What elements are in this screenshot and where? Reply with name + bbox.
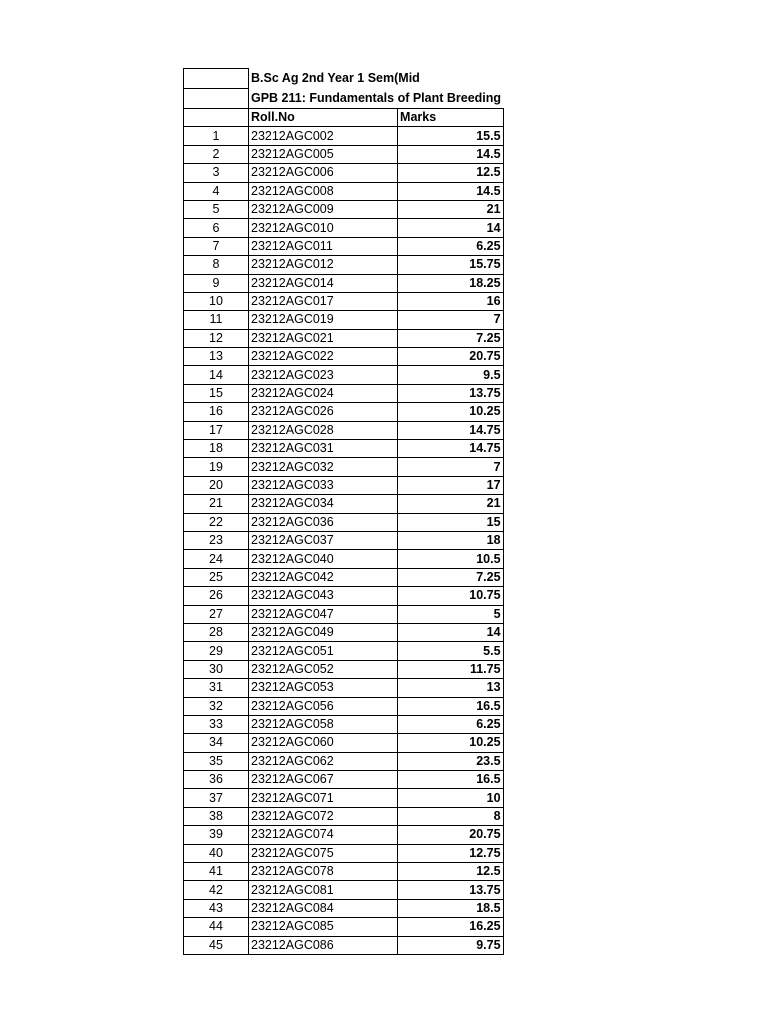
roll-number-cell[interactable]: 23212AGC040 [249,550,398,568]
serial-number-cell[interactable]: 30 [184,660,249,678]
table-row [184,219,504,237]
serial-number-cell[interactable]: 19 [184,458,249,476]
marks-cell[interactable]: 20.75 [398,348,504,366]
marks-cell[interactable]: 13 [398,679,504,697]
table-row [184,164,504,182]
serial-number-cell[interactable]: 7 [184,237,249,255]
roll-number-cell[interactable]: 23212AGC086 [249,936,398,954]
serial-number-cell[interactable]: 6 [184,219,249,237]
marks-cell[interactable]: 7.25 [398,568,504,586]
table-row [184,274,504,292]
marks-cell[interactable]: 9.75 [398,936,504,954]
serial-number-cell[interactable]: 28 [184,623,249,641]
table-row [184,476,504,494]
roll-number-cell[interactable]: 23212AGC005 [249,145,398,163]
title-row-1 [184,69,504,89]
marks-sheet [183,68,504,955]
serial-number-cell[interactable]: 16 [184,403,249,421]
roll-number-cell[interactable]: 23212AGC051 [249,642,398,660]
serial-header-cell[interactable] [184,109,249,127]
table-row [184,660,504,678]
marks-cell[interactable]: 14 [398,623,504,641]
marks-cell[interactable]: 13.75 [398,384,504,402]
serial-cell-blank[interactable] [184,69,249,89]
roll-number-cell[interactable]: 23212AGC022 [249,348,398,366]
table-row [184,623,504,641]
roll-number-cell[interactable]: 23212AGC058 [249,715,398,733]
serial-number-cell[interactable]: 10 [184,292,249,310]
table-row [184,568,504,586]
marks-table [183,68,504,955]
serial-number-cell[interactable]: 26 [184,587,249,605]
roll-number-cell[interactable]: 23212AGC014 [249,274,398,292]
marks-cell[interactable]: 15.75 [398,256,504,274]
serial-number-cell[interactable]: 24 [184,550,249,568]
marks-cell[interactable]: 14.5 [398,145,504,163]
marks-cell[interactable]: 15 [398,513,504,531]
roll-number-cell[interactable]: 23212AGC071 [249,789,398,807]
table-row [184,421,504,439]
serial-number-cell[interactable]: 36 [184,771,249,789]
marks-cell[interactable]: 9.5 [398,366,504,384]
table-row [184,734,504,752]
title-row-2 [184,89,504,109]
serial-number-cell[interactable]: 39 [184,826,249,844]
roll-number-cell[interactable]: 23212AGC021 [249,329,398,347]
table-row [184,458,504,476]
roll-number-cell[interactable]: 23212AGC026 [249,403,398,421]
roll-number-cell[interactable]: 23212AGC042 [249,568,398,586]
serial-number-cell[interactable]: 43 [184,899,249,917]
sheet-title-line-2[interactable]: GPB 211: Fundamentals of Plant Breeding [249,89,504,109]
table-row [184,844,504,862]
serial-number-cell[interactable]: 44 [184,918,249,936]
roll-number-cell[interactable]: 23212AGC024 [249,384,398,402]
serial-number-cell[interactable]: 12 [184,329,249,347]
marks-cell[interactable]: 21 [398,200,504,218]
serial-cell-blank[interactable] [184,89,249,109]
table-row [184,531,504,549]
table-row [184,182,504,200]
serial-number-cell[interactable]: 14 [184,366,249,384]
table-row [184,715,504,733]
table-row [184,311,504,329]
table-row [184,200,504,218]
serial-number-cell[interactable]: 45 [184,936,249,954]
table-row [184,348,504,366]
table-row [184,936,504,954]
roll-number-cell[interactable]: 23212AGC085 [249,918,398,936]
serial-number-cell[interactable]: 18 [184,440,249,458]
roll-number-cell[interactable]: 23212AGC008 [249,182,398,200]
roll-number-cell[interactable]: 23212AGC017 [249,292,398,310]
marks-cell[interactable]: 15.5 [398,127,504,145]
table-row [184,881,504,899]
roll-number-cell[interactable]: 23212AGC067 [249,771,398,789]
serial-number-cell[interactable]: 13 [184,348,249,366]
table-row [184,495,504,513]
serial-number-cell[interactable]: 17 [184,421,249,439]
serial-number-cell[interactable]: 5 [184,200,249,218]
roll-number-cell[interactable]: 23212AGC074 [249,826,398,844]
serial-number-cell[interactable]: 2 [184,145,249,163]
marks-cell[interactable]: 17 [398,476,504,494]
marks-cell[interactable]: 10.25 [398,403,504,421]
roll-number-cell[interactable]: 23212AGC047 [249,605,398,623]
roll-number-cell[interactable]: 23212AGC010 [249,219,398,237]
marks-cell[interactable]: 10.25 [398,734,504,752]
marks-cell[interactable]: 7.25 [398,329,504,347]
table-row [184,292,504,310]
marks-cell[interactable]: 16.5 [398,697,504,715]
roll-number-cell[interactable]: 23212AGC032 [249,458,398,476]
table-row [184,384,504,402]
table-row [184,679,504,697]
marks-cell[interactable]: 16.25 [398,918,504,936]
marks-cell[interactable]: 14 [398,219,504,237]
marks-cell[interactable]: 14.75 [398,440,504,458]
table-row [184,752,504,770]
table-row [184,605,504,623]
roll-no-header[interactable]: Roll.No [249,109,398,127]
serial-number-cell[interactable]: 4 [184,182,249,200]
marks-table-body [184,69,504,955]
roll-number-cell[interactable]: 23212AGC009 [249,200,398,218]
roll-number-cell[interactable]: 23212AGC056 [249,697,398,715]
roll-number-cell[interactable]: 23212AGC081 [249,881,398,899]
sheet-title-line-1[interactable]: B.Sc Ag 2nd Year 1 Sem(Mid [249,69,504,89]
marks-cell[interactable]: 12.75 [398,844,504,862]
roll-number-cell[interactable]: 23212AGC028 [249,421,398,439]
serial-number-cell[interactable]: 20 [184,476,249,494]
roll-number-cell[interactable]: 23212AGC049 [249,623,398,641]
roll-number-cell[interactable]: 23212AGC072 [249,807,398,825]
marks-cell[interactable]: 10 [398,789,504,807]
serial-number-cell[interactable]: 8 [184,256,249,274]
marks-cell[interactable]: 12.5 [398,863,504,881]
serial-number-cell[interactable]: 33 [184,715,249,733]
table-row [184,863,504,881]
serial-number-cell[interactable]: 3 [184,164,249,182]
serial-number-cell[interactable]: 42 [184,881,249,899]
serial-number-cell[interactable]: 35 [184,752,249,770]
roll-number-cell[interactable]: 23212AGC037 [249,531,398,549]
roll-number-cell[interactable]: 23212AGC006 [249,164,398,182]
table-row [184,918,504,936]
serial-number-cell[interactable]: 11 [184,311,249,329]
marks-cell[interactable]: 10.5 [398,550,504,568]
serial-number-cell[interactable]: 29 [184,642,249,660]
table-row [184,899,504,917]
serial-number-cell[interactable]: 31 [184,679,249,697]
marks-cell[interactable]: 20.75 [398,826,504,844]
table-row [184,771,504,789]
marks-cell[interactable]: 14.75 [398,421,504,439]
table-row [184,366,504,384]
marks-cell[interactable]: 21 [398,495,504,513]
marks-cell[interactable]: 16 [398,292,504,310]
roll-number-cell[interactable]: 23212AGC023 [249,366,398,384]
marks-cell[interactable]: 8 [398,807,504,825]
marks-cell[interactable]: 23.5 [398,752,504,770]
marks-header[interactable]: Marks [398,109,504,127]
table-row [184,256,504,274]
roll-number-cell[interactable]: 23212AGC019 [249,311,398,329]
marks-cell[interactable]: 7 [398,311,504,329]
roll-number-cell[interactable]: 23212AGC033 [249,476,398,494]
table-row [184,127,504,145]
table-row [184,329,504,347]
marks-cell[interactable]: 13.75 [398,881,504,899]
table-row [184,237,504,255]
table-row [184,807,504,825]
roll-number-cell[interactable]: 23212AGC036 [249,513,398,531]
table-row [184,513,504,531]
roll-number-cell[interactable]: 23212AGC031 [249,440,398,458]
serial-number-cell[interactable]: 40 [184,844,249,862]
marks-cell[interactable]: 12.5 [398,164,504,182]
marks-cell[interactable]: 14.5 [398,182,504,200]
roll-number-cell[interactable]: 23212AGC034 [249,495,398,513]
roll-number-cell[interactable]: 23212AGC053 [249,679,398,697]
roll-number-cell[interactable]: 23212AGC052 [249,660,398,678]
table-row [184,826,504,844]
serial-number-cell[interactable]: 32 [184,697,249,715]
marks-cell[interactable]: 7 [398,458,504,476]
marks-cell[interactable]: 18 [398,531,504,549]
marks-cell[interactable]: 6.25 [398,237,504,255]
roll-number-cell[interactable]: 23212AGC075 [249,844,398,862]
serial-number-cell[interactable]: 22 [184,513,249,531]
serial-number-cell[interactable]: 9 [184,274,249,292]
table-row [184,697,504,715]
serial-number-cell[interactable]: 15 [184,384,249,402]
serial-number-cell[interactable]: 23 [184,531,249,549]
marks-cell[interactable]: 11.75 [398,660,504,678]
header-row [184,109,504,127]
marks-cell[interactable]: 5.5 [398,642,504,660]
roll-number-cell[interactable]: 23212AGC012 [249,256,398,274]
roll-number-cell[interactable]: 23212AGC060 [249,734,398,752]
serial-number-cell[interactable]: 1 [184,127,249,145]
serial-number-cell[interactable]: 27 [184,605,249,623]
serial-number-cell[interactable]: 21 [184,495,249,513]
serial-number-cell[interactable]: 34 [184,734,249,752]
serial-number-cell[interactable]: 25 [184,568,249,586]
marks-cell[interactable]: 18.25 [398,274,504,292]
table-row [184,403,504,421]
table-row [184,642,504,660]
roll-number-cell[interactable]: 23212AGC043 [249,587,398,605]
serial-number-cell[interactable]: 41 [184,863,249,881]
table-row [184,550,504,568]
roll-number-cell[interactable]: 23212AGC084 [249,899,398,917]
serial-number-cell[interactable]: 37 [184,789,249,807]
table-row [184,440,504,458]
marks-cell[interactable]: 5 [398,605,504,623]
roll-number-cell[interactable]: 23212AGC002 [249,127,398,145]
roll-number-cell[interactable]: 23212AGC078 [249,863,398,881]
marks-cell[interactable]: 18.5 [398,899,504,917]
marks-cell[interactable]: 6.25 [398,715,504,733]
table-row [184,587,504,605]
marks-cell[interactable]: 16.5 [398,771,504,789]
serial-number-cell[interactable]: 38 [184,807,249,825]
table-row [184,145,504,163]
marks-cell[interactable]: 10.75 [398,587,504,605]
table-row [184,789,504,807]
roll-number-cell[interactable]: 23212AGC011 [249,237,398,255]
roll-number-cell[interactable]: 23212AGC062 [249,752,398,770]
